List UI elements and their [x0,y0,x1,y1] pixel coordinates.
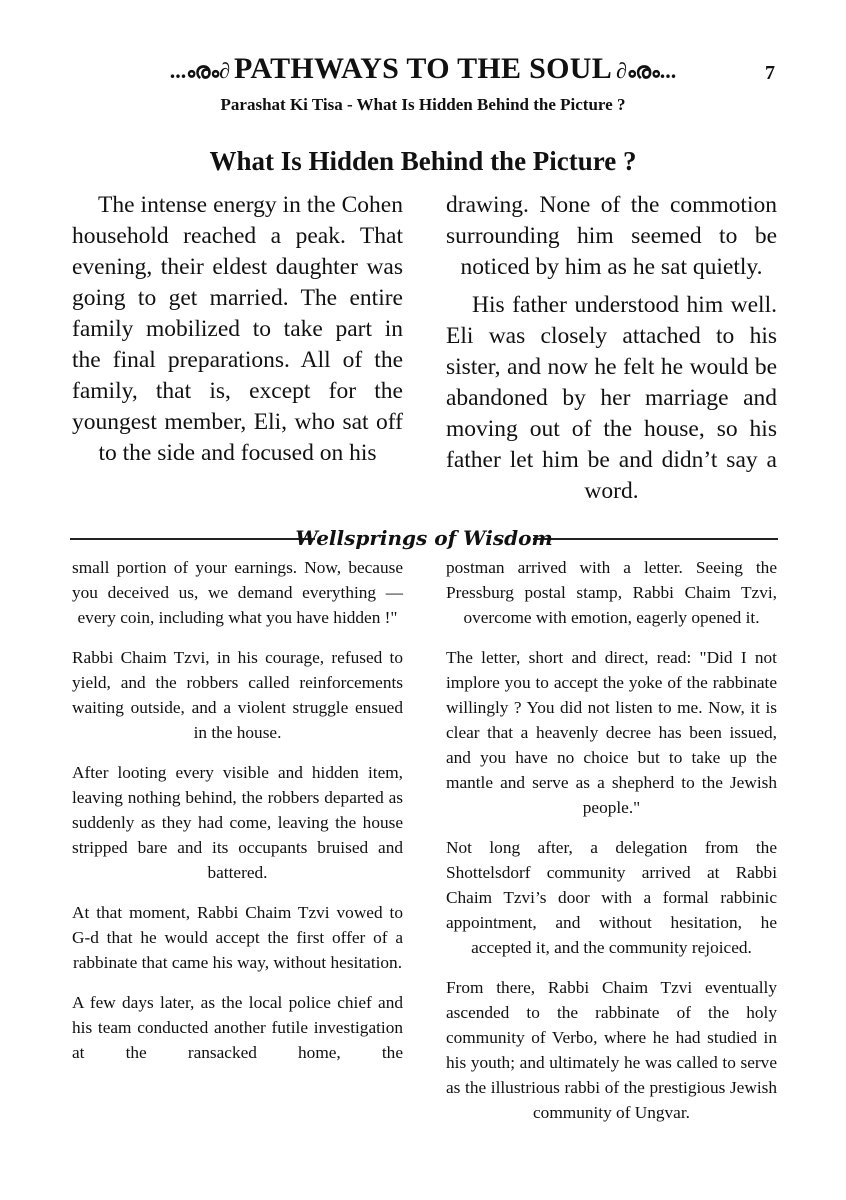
ornament-right-icon: ∂ൟ... [616,58,677,83]
article-paragraph: The intense energy in the Cohen household reached a peak. That evening, their eldest daughter was going to get married. The entire family mobilized to take part in the final preparations. All of the family, that is, except for the youngest member, Eli, who sat off to the side and focused on his [72,192,403,466]
article-title: What Is Hidden Behind the Picture ? [209,146,637,176]
parasha-subtitle: Parashat Ki Tisa - What Is Hidden Behind the Picture ? [220,95,626,114]
ornament-left-icon: ...ൟ∂ [169,58,230,83]
article-right-column [446,190,777,507]
article-paragraph: drawing. None of the commotion surrounding him seemed to be noticed by him as he sat quietly. [446,192,777,280]
section-right-column [446,555,777,1140]
running-header [0,52,846,86]
section-paragraph: small portion of your earnings. Now, because you deceived us, we demand everything — every coin, including what you have hidden !" [72,558,403,627]
article-left-column [72,190,403,469]
section-left-column [72,555,403,1080]
article-paragraph: His father understood him well. Eli was closely attached to his sister, and now he felt he would be abandoned by her marriage and moving out of the house, so his father let him be and didn’t say a word. [446,292,777,504]
page-number: 7 [765,62,775,84]
section-paragraph: The letter, short and direct, read: "Did I not implore you to accept the yoke of the rabbinate willingly ? You did not listen to me. Now, it is clear that a heavenly decree has been issued, and you have no choice but to take up the mantle and serve as a shepherd to the Jewish people." [446,648,777,817]
section-paragraph: Rabbi Chaim Tzvi, in his courage, refused to yield, and the robbers called reinforcements waiting outside, and a violent struggle ensued in the house. [72,648,403,742]
section-paragraph: After looting every visible and hidden item, leaving nothing behind, the robbers departed as suddenly as they had come, leaving the house stripped bare and its occupants bruised and battered. [72,763,403,882]
section-paragraph: At that moment, Rabbi Chaim Tzvi vowed to G-d that he would accept the first offer of a rabbinate that came his way, without hesitation. [72,903,403,972]
section-title: Wellsprings of Wisdom [295,526,553,550]
section-paragraph: A few days later, as the local police chief and his team conducted another futile investigation at the ransacked home, the [72,993,403,1062]
section-paragraph: postman arrived with a letter. Seeing the Pressburg postal stamp, Rabbi Chaim Tzvi, overcome with emotion, eagerly opened it. [446,558,777,627]
section-paragraph: Not long after, a delegation from the Shottelsdorf community arrived at Rabbi Chaim Tzvi’s door with a formal rabbinic appointment, and without hesitation, he accepted it, and the community rejoiced. [446,838,777,957]
section-divider [70,528,778,548]
publication-title: PATHWAYS TO THE SOUL [233,52,613,85]
section-paragraph: From there, Rabbi Chaim Tzvi eventually ascended to the rabbinate of the holy community of Verbo, where he had studied in his youth; and ultimately he was called to serve as the illustrious rabbi of the prestigious Jewish community of Ungvar. [446,978,777,1122]
